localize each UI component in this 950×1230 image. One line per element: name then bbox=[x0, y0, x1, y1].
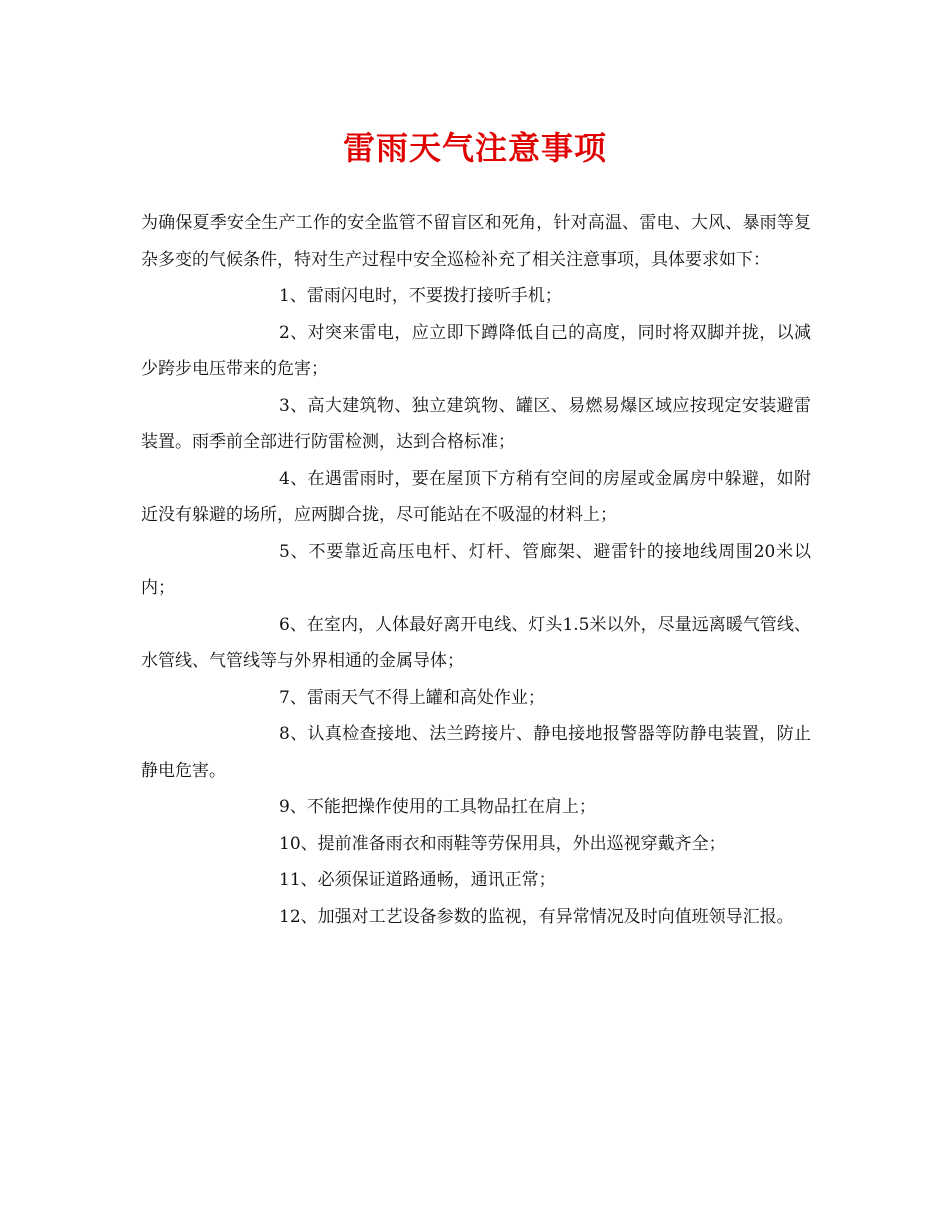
intro-paragraph: 为确保夏季安全生产工作的安全监管不留盲区和死角，针对高温、雷电、大风、暴雨等复杂多变的气候条件，特对生产过程中安全巡检补充了相关注意事项，具体要求如下： bbox=[141, 213, 811, 270]
list-item: 5、不要靠近高压电杆、灯杆、管廊架、避雷针的接地线周围20米以内； bbox=[141, 541, 811, 598]
list-item: 7、雷雨天气不得上罐和高处作业； bbox=[279, 687, 545, 708]
list-item: 2、对突来雷电，应立即下蹲降低自己的高度，同时将双脚并拢，以减少跨步电压带来的危害； bbox=[141, 322, 811, 379]
document-title: 雷雨天气注意事项 bbox=[342, 129, 607, 167]
list-item: 1、雷雨闪电时，不要拨打接听手机； bbox=[279, 286, 562, 306]
list-item: 10、提前准备雨衣和雨鞋等劳保用具，外出巡视穿戴齐全； bbox=[279, 833, 726, 854]
list-item: 8、认真检查接地、法兰跨接片、静电接地报警器等防静电装置，防止静电危害。 bbox=[141, 724, 811, 781]
list-item: 12、加强对工艺设备参数的监视，有异常情况及时向值班领导汇报。 bbox=[279, 906, 794, 927]
list-item: 9、不能把操作使用的工具物品扛在肩上； bbox=[279, 797, 596, 817]
list-item: 6、在室内，人体最好离开电线、灯头1.5米以外，尽量远离暖气管线、水管线、气管线等与外界相通的金属导体； bbox=[141, 614, 811, 671]
document-body bbox=[141, 205, 811, 935]
list-item: 11、必须保证道路通畅，通讯正常； bbox=[279, 870, 556, 890]
list-item: 3、高大建筑物、独立建筑物、罐区、易燃易爆区域应按现定安装避雷装置。雨季前全部进行防雷检测，达到合格标准； bbox=[141, 395, 811, 452]
list-item: 4、在遇雷雨时，要在屋顶下方稍有空间的房屋或金属房中躲避，如附近没有躲避的场所，应两脚合拢，尽可能站在不吸湿的材料上； bbox=[141, 468, 811, 525]
